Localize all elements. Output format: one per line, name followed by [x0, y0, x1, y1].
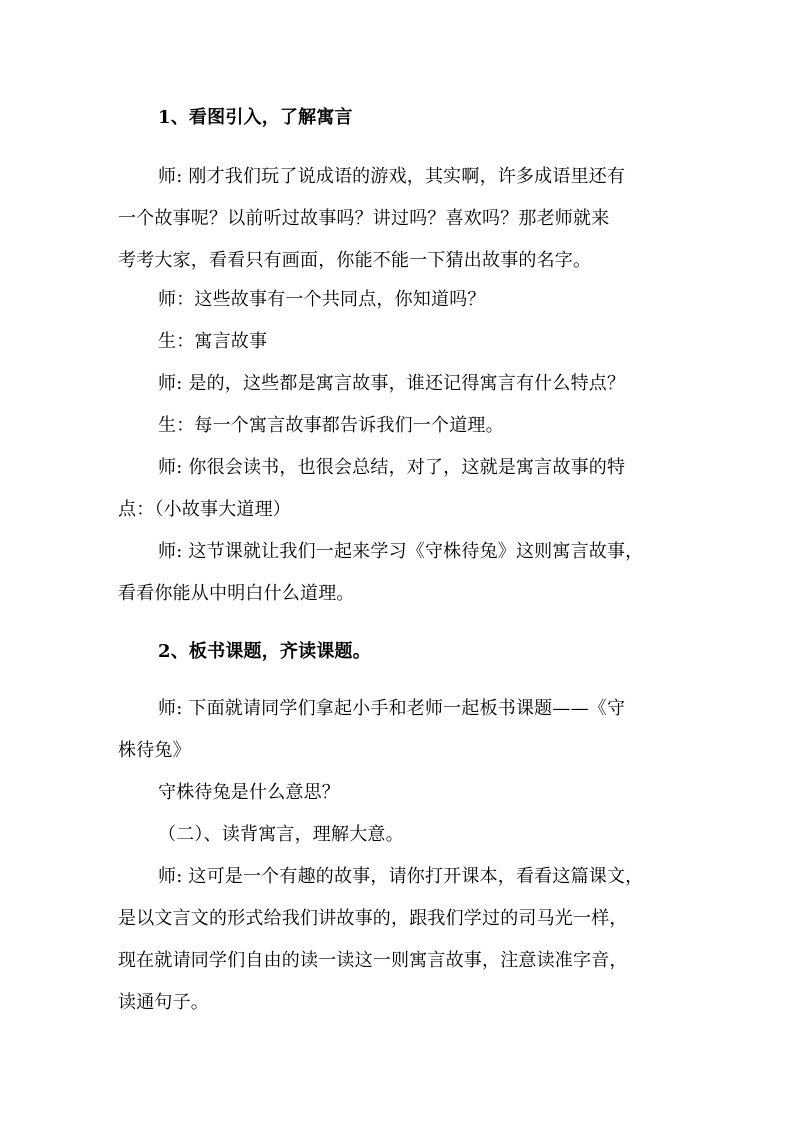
- paragraph-line: 师: 这节课就让我们一起来学习《守株待兔》这则寓言故事，: [158, 541, 644, 562]
- section-heading-2: 2、板书课题，齐读课题。: [158, 641, 371, 662]
- paragraph-line: 看看你能从中明白什么道理。: [118, 583, 355, 604]
- paragraph-line: 师: 这可是一个有趣的故事，请你打开课本，看看这篇课文，: [158, 866, 644, 887]
- paragraph-line: （二）、读背寓言，理解大意。: [158, 824, 404, 845]
- paragraph-line: 生：寓言故事: [158, 331, 268, 352]
- paragraph-line: 师: 你很会读书，也很会总结，对了，这就是寓言故事的特: [158, 457, 626, 478]
- paragraph-line: 是以文言文的形式给我们讲故事的，跟我们学过的司马光一样，: [118, 908, 628, 929]
- paragraph-line: 守株待兔是什么意思？: [158, 782, 340, 803]
- paragraph-line: 读通句子。: [118, 992, 209, 1013]
- paragraph-line: 师: 刚才我们玩了说成语的游戏，其实啊，许多成语里还有: [158, 166, 626, 187]
- paragraph-line: 师: 下面就请同学们拿起小手和老师一起板书课题——《守: [158, 698, 626, 719]
- paragraph-line: 师: 是的，这些都是寓言故事，谁还记得寓言有什么特点？: [158, 373, 626, 394]
- paragraph-line: 一个故事呢？以前听过故事吗？讲过吗？喜欢吗？那老师就来: [118, 208, 610, 229]
- paragraph-line: 师：这些故事有一个共同点，你知道吗？: [158, 289, 486, 310]
- paragraph-line: 点：（小故事大道理）: [118, 499, 291, 520]
- paragraph-line: 现在就请同学们自由的读一读这一则寓言故事，注意读准字音，: [118, 950, 628, 971]
- section-heading-1: 1、看图引入，了解寓言: [158, 107, 353, 128]
- paragraph-line: 株待兔》: [118, 740, 191, 761]
- paragraph-line: 生：每一个寓言故事都告诉我们一个道理。: [158, 415, 504, 436]
- paragraph-line: 考考大家，看看只有画面，你能不能一下猜出故事的名字。: [118, 250, 592, 271]
